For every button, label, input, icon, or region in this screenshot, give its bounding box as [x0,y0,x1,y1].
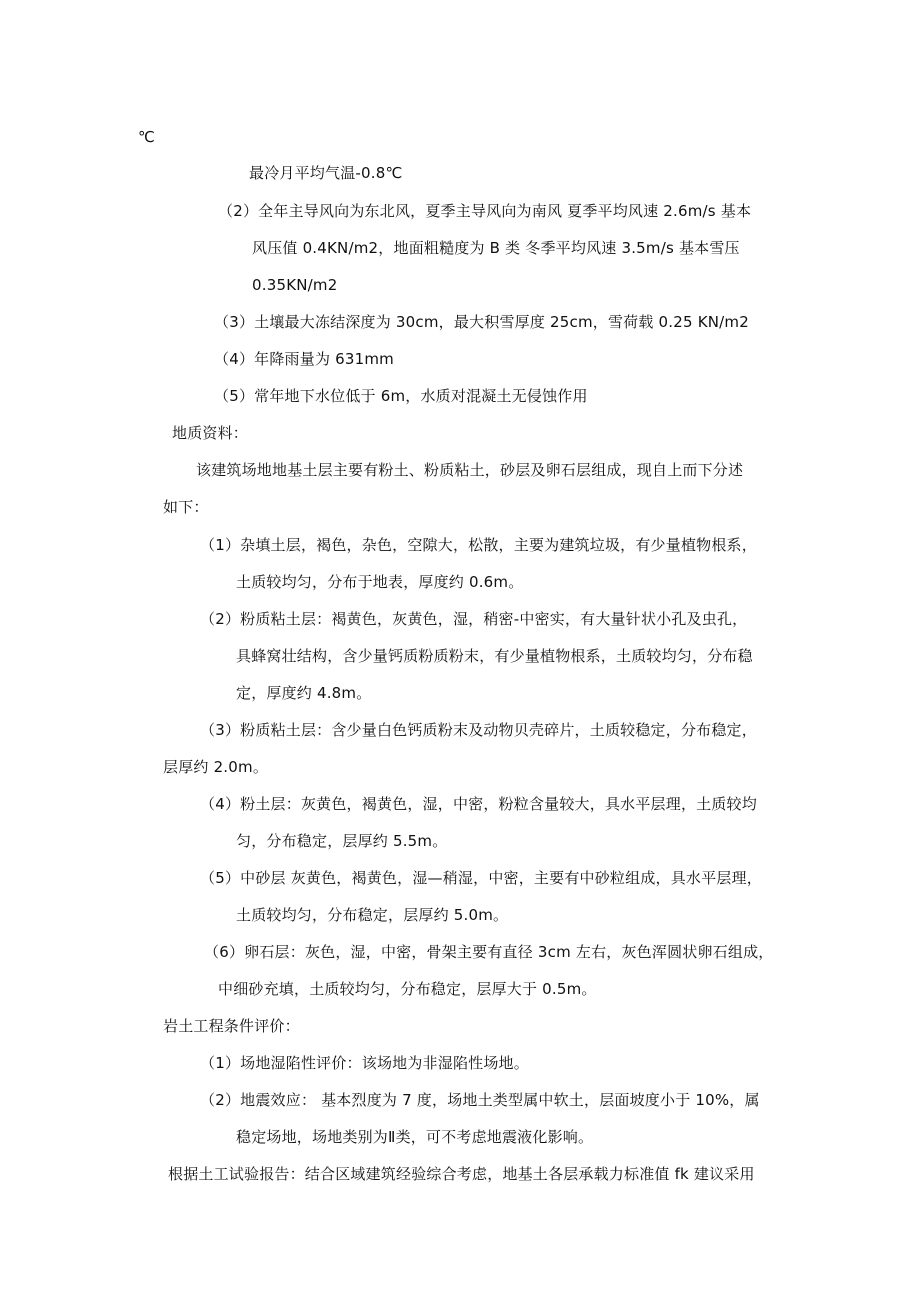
test-report-line: 根据土工试验报告：结合区域建筑经验综合考虑，地基土各层承载力标准值 fk 建议采用 [168,1165,755,1183]
evaluation-heading: 岩土工程条件评价： [163,1017,300,1035]
degree-mark: ℃ [138,128,156,146]
layer4-line1: （4）粉土层：灰黄色，褐黄色，湿，中密，粉粒含量较大，具水平层理，土质较均 [200,795,757,813]
layer3-line1: （3）粉质粘土层：含少量白色钙质粉末及动物贝壳碎片，土质较稳定，分布稳定， [200,721,757,739]
frost-depth-item: （3）土壤最大冻结深度为 30cm，最大积雪厚度 25cm，雪荷载 0.25 KN/m2 [214,313,749,331]
layer3-line2: 层厚约 2.0m。 [163,758,269,776]
collapsibility-item: （1）场地湿陷性评价：该场地为非湿陷性场地。 [200,1054,529,1072]
wind-item-line3: 0.35KN/m2 [252,276,338,294]
layer5-line1: （5）中砂层 灰黄色，褐黄色，湿—稍湿，中密，主要有中砂粒组成，具水平层理， [200,869,762,887]
layer1-line2: 土质较均匀，分布于地表，厚度约 0.6m。 [236,573,524,591]
rainfall-item: （4）年降雨量为 631mm [214,350,394,368]
layer6-line1: （6）卵石层：灰色，湿，中密，骨架主要有直径 3cm 左右，灰色浑圆状卵石组成， [204,943,774,961]
geology-heading: 地质资料： [172,424,249,442]
coldest-month-temp: 最冷月平均气温-0.8℃ [249,164,403,182]
layer6-line2: 中细砂充填，土质较均匀，分布稳定，层厚大于 0.5m。 [218,980,597,998]
layer5-line2: 土质较均匀，分布稳定，层厚约 5.0m。 [236,906,509,924]
wind-item-line2: 风压值 0.4KN/m2，地面粗糙度为 B 类 冬季平均风速 3.5m/s 基本雪压 [252,239,740,257]
seismic-item-line1: （2）地震效应： 基本烈度为 7 度，场地土类型属中软土，层面坡度小于 10%，属 [200,1091,760,1109]
geology-intro-line2: 如下： [163,498,209,516]
layer1-line1: （1）杂填土层，褐色，杂色，空隙大，松散，主要为建筑垃圾，有少量植物根系， [200,536,757,554]
groundwater-item: （5）常年地下水位低于 6m，水质对混凝土无侵蚀作用 [214,387,588,405]
layer2-line3: 定，厚度约 4.8m。 [236,684,372,702]
wind-item-line1: （2）全年主导风向为东北风，夏季主导风向为南风 夏季平均风速 2.6m/s 基本 [218,202,752,220]
geology-intro-line1: 该建筑场地地基土层主要有粉土、粉质粘土，砂层及卵石层组成，现自上而下分述 [196,461,744,479]
layer2-line2: 具蜂窝壮结构，含少量钙质粉质粉末，有少量植物根系，土质较均匀，分布稳 [236,647,753,665]
layer2-line1: （2）粉质粘土层：褐黄色，灰黄色，湿，稍密-中密实，有大量针状小孔及虫孔， [200,610,748,628]
seismic-item-line2: 稳定场地，场地类别为Ⅱ类，可不考虑地震液化影响。 [236,1128,594,1146]
layer4-line2: 匀，分布稳定，层厚约 5.5m。 [236,832,448,850]
